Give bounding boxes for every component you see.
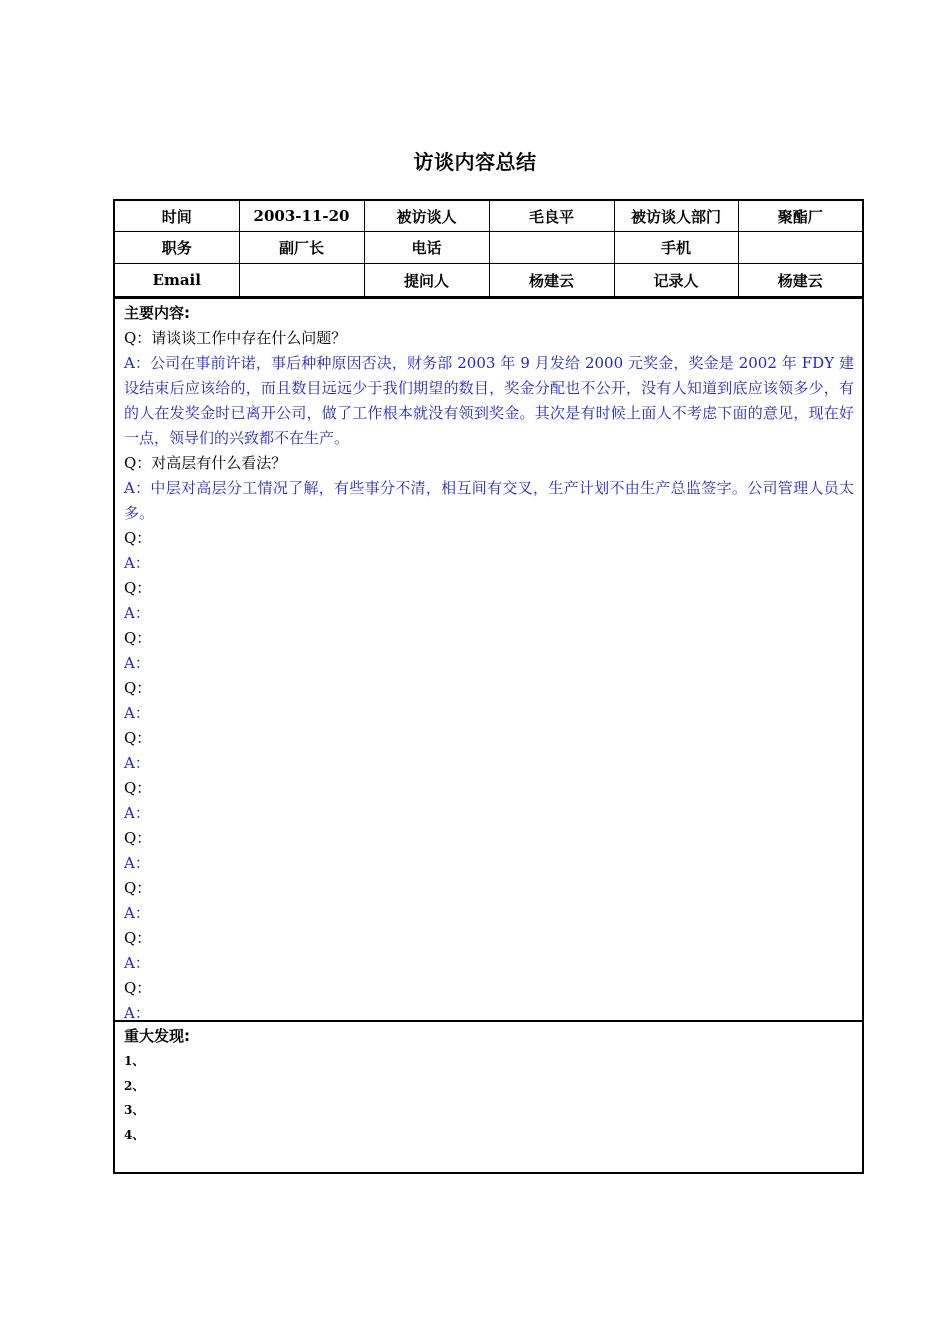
info-table <box>115 201 862 297</box>
question-line: Q：对高层有什么看法？ <box>124 454 287 472</box>
question-line: Q： <box>124 979 152 997</box>
asker-label: 提问人 <box>364 264 489 297</box>
phone-label: 电话 <box>364 232 489 264</box>
email-label: Email <box>115 264 239 297</box>
position-label: 职务 <box>115 232 239 264</box>
question-line: Q： <box>124 679 152 697</box>
time-value: 2003-11-20 <box>239 201 364 232</box>
answer-line: A： <box>124 704 150 722</box>
answer-line: A： <box>124 854 150 872</box>
finding-item: 2、 <box>124 1078 145 1093</box>
asker-value: 杨建云 <box>489 264 614 297</box>
answer-line: A： <box>124 554 150 572</box>
answer-line: A：公司在事前许诺，事后种种原因否决，财务部 2003 年 9 月发给 2000 元奖金，奖金是 2002 年 FDY 建设结束后应该给的，而且数目远远少于我们期望的数目，奖金分配也不公开，没有人知道到底应该领多少，有的人在发奖金时已离开公司，做了工作根本就没有领到奖金。其次是有时候上面人不考虑下面的意见，现在好一点，领导们的兴致都不在生产。 <box>124 354 854 447</box>
recorder-value: 杨建云 <box>738 264 862 297</box>
email-value <box>239 264 364 297</box>
finding-item: 4、 <box>124 1127 145 1142</box>
dept-value: 聚酯厂 <box>738 201 862 232</box>
answer-line: A： <box>124 654 150 672</box>
answer-line: A：中层对高层分工情况了解，有些事分不清，相互间有交叉，生产计划不由生产总监签字。公司管理人员太多。 <box>124 479 854 522</box>
question-line: Q： <box>124 829 152 847</box>
finding-item: 3、 <box>124 1103 145 1117</box>
question-line: Q： <box>124 729 152 747</box>
interviewee-value: 毛良平 <box>489 201 614 232</box>
mobile-label: 手机 <box>614 232 738 264</box>
main-content-heading: 主要内容: <box>124 304 190 322</box>
question-line: Q： <box>124 779 152 797</box>
interviewee-label: 被访谈人 <box>364 201 489 232</box>
answer-line: A： <box>124 1004 150 1022</box>
info-row <box>115 201 862 232</box>
question-line: Q： <box>124 629 152 647</box>
question-line: Q： <box>124 529 152 547</box>
interview-form <box>113 199 864 1174</box>
answer-line: A： <box>124 904 150 922</box>
main-content-section <box>115 297 862 1020</box>
findings-heading: 重大发现: <box>124 1027 190 1045</box>
answer-line: A： <box>124 804 150 822</box>
finding-item: 1、 <box>124 1054 145 1068</box>
qa-list <box>124 326 854 1026</box>
answer-line: A： <box>124 754 150 772</box>
answer-line: A： <box>124 604 150 622</box>
info-row <box>115 232 862 264</box>
question-line: Q： <box>124 579 152 597</box>
recorder-label: 记录人 <box>614 264 738 297</box>
phone-value <box>489 232 614 264</box>
document-title: 访谈内容总结 <box>413 150 537 174</box>
findings-list <box>124 1049 854 1147</box>
question-line: Q：请谈谈工作中存在什么问题？ <box>124 329 347 347</box>
time-label: 时间 <box>115 201 239 232</box>
question-line: Q： <box>124 929 152 947</box>
question-line: Q： <box>124 879 152 897</box>
position-value: 副厂长 <box>239 232 364 264</box>
info-row <box>115 264 862 297</box>
mobile-value <box>738 232 862 264</box>
findings-section <box>115 1020 862 1172</box>
dept-label: 被访谈人部门 <box>614 201 738 232</box>
answer-line: A： <box>124 954 150 972</box>
